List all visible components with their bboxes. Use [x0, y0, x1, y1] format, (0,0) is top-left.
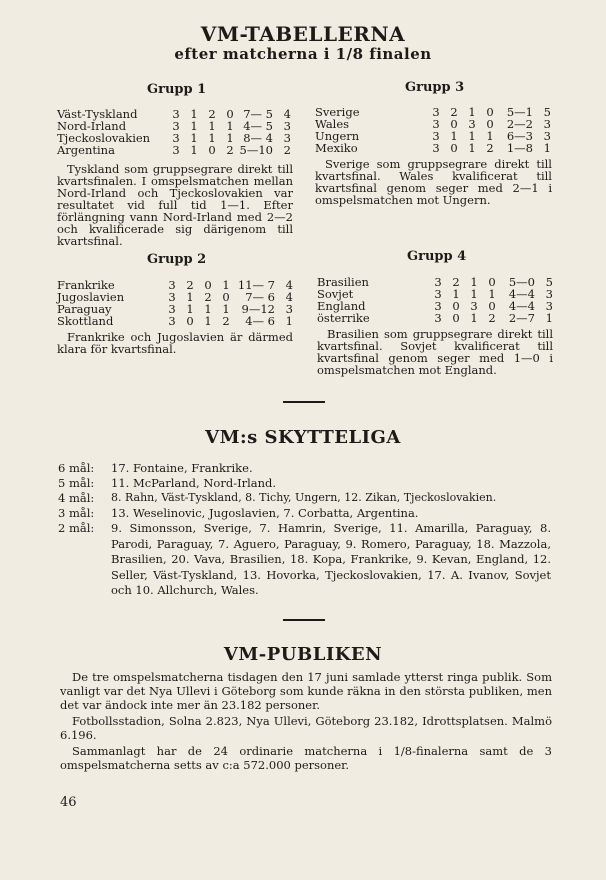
lost: 1 [222, 302, 230, 316]
points: 3 [545, 299, 553, 313]
section-divider [283, 401, 325, 403]
won: 0 [452, 299, 460, 313]
lost: 2 [486, 141, 494, 155]
drawn: 0 [204, 278, 212, 292]
played: 3 [432, 117, 440, 131]
played: 3 [172, 131, 180, 145]
lost: 0 [488, 299, 496, 313]
goals: 6—3 [506, 129, 533, 143]
played: 3 [434, 275, 442, 289]
audience-text [60, 670, 552, 774]
drawn: 1 [204, 302, 212, 316]
goals: 9—12 [241, 302, 275, 316]
drawn: 1 [470, 311, 478, 325]
points: 4 [285, 278, 293, 292]
lost: 1 [488, 287, 496, 301]
goals: 2—2 [506, 117, 533, 131]
table-row [315, 142, 551, 154]
team-name: Frankrike [57, 278, 115, 292]
lost: 0 [226, 107, 234, 121]
won: 1 [190, 131, 198, 145]
points: 3 [545, 287, 553, 301]
lost: 0 [488, 275, 496, 289]
points: 3 [285, 302, 293, 316]
team-name: Jugoslavien [57, 290, 125, 304]
drawn: 1 [204, 314, 212, 328]
paragraph: Sammanlagt har de 24 ordinarie matcherna i 1/8-finalerna samt de 3 omspelsmatcherna setts av c:a 572.000 personer. [60, 744, 552, 772]
goals: 1—8 [506, 141, 533, 155]
played: 3 [432, 105, 440, 119]
won: 0 [452, 311, 460, 325]
played: 3 [168, 302, 176, 316]
drawn: 2 [204, 290, 212, 304]
lost: 2 [226, 143, 234, 157]
drawn: 1 [208, 119, 216, 133]
team-name: England [317, 299, 366, 313]
won: 1 [186, 302, 194, 316]
scorer-list: 8. Rahn, Väst-Tyskland, 8. Tichy, Ungern, 12. Zikan, Tjeckoslovakien. [111, 491, 497, 504]
lost: 2 [488, 311, 496, 325]
points: 5 [545, 275, 553, 289]
team-name: Paraguay [57, 302, 112, 316]
scorer-row [0, 461, 606, 477]
drawn: 1 [468, 129, 476, 143]
scorers-heading: VM:s SKYTTELIGA [205, 427, 401, 448]
drawn: 2 [208, 107, 216, 121]
page-title: VM-TABELLERNA [200, 22, 406, 46]
scorer-list: 11. McParland, Nord-Irland. [111, 476, 277, 490]
section-divider [283, 619, 325, 621]
goals-label: 3 mål: [58, 506, 95, 520]
team-name: Brasilien [317, 275, 369, 289]
lost: 1 [486, 129, 494, 143]
played: 3 [168, 290, 176, 304]
paragraph: De tre omspelsmatcherna tisdagen den 17 juni samlade ytterst ringa publik. Som vanligt var det Nya Ullevi i Göteborg som kunde räkna in den största publiken, men det var ändock inte mer än 23.182 personer. [60, 670, 552, 712]
table-row [57, 315, 293, 327]
drawn: 1 [470, 287, 478, 301]
won: 1 [190, 107, 198, 121]
lost: 0 [486, 117, 494, 131]
scorer-list: 9. Simonsson, Sverige, 7. Hamrin, Sverige, 11. Amarilla, Paraguay, 8. Parodi, Paraguay, 7. Aguero, Paraguay, 9. Romero, Paraguay, 18. Mazzola, Brasilien, 20. Vava, Brasilien, 18. Kopa, Frankrike, 9. Kevan, England, 12. Seller, Väst-Tyskland, 13. Hovorka, Tjeckoslovakien, 17. A. Ivanov, Sovjet och 10. Allchurch, Wales. [111, 521, 551, 597]
group-3-table [315, 106, 551, 154]
goals: 4—4 [508, 299, 535, 313]
scorer-row [0, 506, 606, 522]
played: 3 [168, 278, 176, 292]
team-name: österrike [317, 311, 370, 325]
group-2-table [57, 279, 293, 327]
played: 3 [172, 107, 180, 121]
lost: 1 [226, 119, 234, 133]
team-name: Skottland [57, 314, 114, 328]
page-subtitle: efter matcherna i 1/8 finalen [174, 45, 432, 63]
won: 0 [186, 314, 194, 328]
won: 1 [190, 143, 198, 157]
points: 4 [285, 290, 293, 304]
goals: 5—0 [508, 275, 535, 289]
drawn: 1 [470, 275, 478, 289]
team-name: Sverige [315, 105, 360, 119]
team-name: Sovjet [317, 287, 354, 301]
won: 1 [186, 290, 194, 304]
goals: 4—4 [508, 287, 535, 301]
lost: 0 [486, 105, 494, 119]
scorer-list: 13. Weselinovic, Jugoslavien, 7. Corbatta, Argentina. [111, 506, 419, 520]
goals: 5—10 [239, 143, 273, 157]
points: 1 [543, 141, 551, 155]
won: 0 [450, 117, 458, 131]
drawn: 1 [208, 131, 216, 145]
team-name: Väst-Tyskland [57, 107, 138, 121]
group-1-table [57, 108, 291, 156]
audience-heading: VM-PUBLIKEN [223, 644, 383, 665]
points: 4 [283, 107, 291, 121]
lost: 0 [222, 290, 230, 304]
group-4-note [317, 328, 553, 376]
played: 3 [172, 143, 180, 157]
group-3-note [315, 158, 552, 206]
goals: 11— 7 [237, 278, 275, 292]
scorer-row [0, 491, 606, 507]
group-4-note-text: Brasilien som gruppsegrare direkt till kvartsfinal. Sovjet kvalificerat till kvartsfinal genom seger med 1—0 i omspelsmatchen mot England. [317, 327, 553, 377]
points: 3 [543, 129, 551, 143]
won: 2 [450, 105, 458, 119]
won: 1 [452, 287, 460, 301]
points: 1 [545, 311, 553, 325]
points: 1 [285, 314, 293, 328]
won: 1 [450, 129, 458, 143]
scorer-row [0, 521, 606, 601]
goals: 2—7 [508, 311, 535, 325]
team-name: Argentina [57, 143, 115, 157]
goals: 4— 6 [245, 314, 275, 328]
goals: 4— 5 [243, 119, 273, 133]
group-3-note-text: Sverige som gruppsegrare direkt till kvartsfinal. Wales kvalificerat till kvartsfinal genom seger med 2—1 i omspelsmatchen mot Ungern. [315, 157, 552, 207]
group-1-note [57, 163, 293, 247]
goals-label: 2 mål: [58, 521, 95, 535]
group-1-note-text: Tyskland som gruppsegrare direkt till kvartsfinalen. I omspelsmatchen mellan Nord-Irland och Tjeckoslovakien var resultatet vid full tid 1—1. Efter förlängning vann Nord-Irland med 2—2 och kvalificerade sig därigenom till kvartsfinal. [57, 162, 293, 248]
scorer-list: 17. Fontaine, Frankrike. [111, 461, 253, 475]
goals: 5—1 [506, 105, 533, 119]
played: 3 [434, 287, 442, 301]
team-name: Nord-Irland [57, 119, 127, 133]
drawn: 3 [468, 117, 476, 131]
won: 1 [190, 119, 198, 133]
group-2-note [57, 331, 293, 355]
drawn: 1 [468, 105, 476, 119]
group-4-table [317, 276, 553, 324]
points: 3 [283, 119, 291, 133]
team-name: Ungern [315, 129, 360, 143]
paragraph: Fotbollsstadion, Solna 2.823, Nya Ullevi, Göteborg 23.182, Idrottsplatsen. Malmö 6.196. [60, 714, 552, 742]
team-name: Mexiko [315, 141, 358, 155]
page-number: 46 [60, 795, 77, 810]
group-2-note-text: Frankrike och Jugoslavien är därmed klara för kvartsfinal. [57, 330, 293, 356]
team-name: Wales [315, 117, 350, 131]
played: 3 [432, 141, 440, 155]
points: 3 [543, 117, 551, 131]
lost: 1 [226, 131, 234, 145]
points: 5 [543, 105, 551, 119]
drawn: 1 [468, 141, 476, 155]
goals-label: 5 mål: [58, 476, 95, 490]
drawn: 0 [208, 143, 216, 157]
played: 3 [168, 314, 176, 328]
goals-label: 4 mål: [58, 491, 95, 505]
goals: 7— 5 [243, 107, 273, 121]
group-2-heading: Grupp 2 [147, 252, 207, 267]
points: 3 [283, 131, 291, 145]
goals: 7— 6 [245, 290, 275, 304]
team-name: Tjeckoslovakien [57, 131, 151, 145]
group-1-heading: Grupp 1 [147, 82, 207, 97]
drawn: 3 [470, 299, 478, 313]
goals-label: 6 mål: [58, 461, 95, 475]
table-row [57, 144, 291, 156]
scorer-row [0, 476, 606, 492]
won: 2 [186, 278, 194, 292]
played: 3 [434, 311, 442, 325]
table-row [317, 312, 553, 324]
group-3-heading: Grupp 3 [405, 80, 465, 95]
group-4-heading: Grupp 4 [407, 249, 467, 264]
lost: 2 [222, 314, 230, 328]
won: 0 [450, 141, 458, 155]
lost: 1 [222, 278, 230, 292]
played: 3 [172, 119, 180, 133]
goals: 8— 4 [243, 131, 273, 145]
played: 3 [432, 129, 440, 143]
played: 3 [434, 299, 442, 313]
won: 2 [452, 275, 460, 289]
points: 2 [283, 143, 291, 157]
